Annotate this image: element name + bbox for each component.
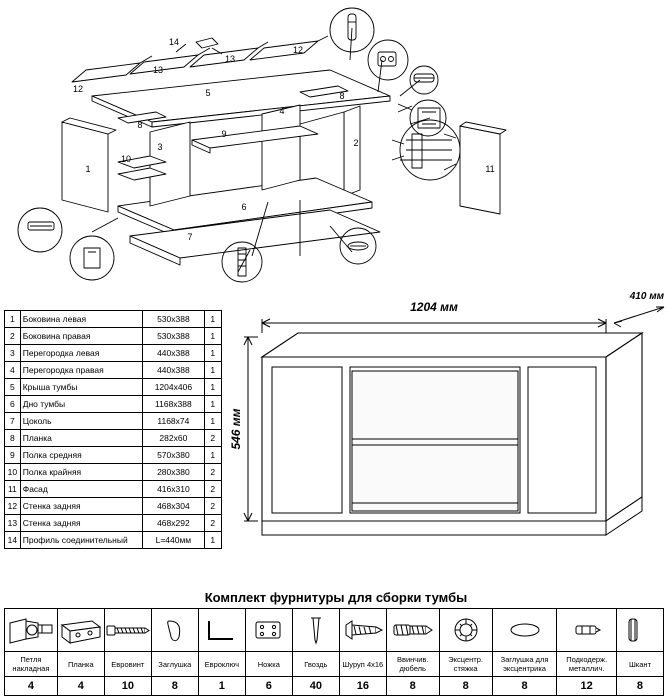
part-number: 12 — [5, 498, 21, 515]
part-name: Крыша тумбы — [20, 379, 143, 396]
part-dimensions: 440х388 — [143, 362, 204, 379]
hardware-item-name: Евровинт — [104, 652, 151, 677]
part-number: 4 — [5, 362, 21, 379]
part-name: Планка — [20, 430, 143, 447]
part-quantity: 1 — [204, 413, 222, 430]
part-quantity: 1 — [204, 396, 222, 413]
part-number: 7 — [5, 413, 21, 430]
callout-7: 7 — [187, 232, 193, 242]
hardware-item-name: Эксцентр. стяжка — [439, 652, 492, 677]
part-quantity: 1 — [204, 345, 222, 362]
dowel-screw-icon — [386, 609, 439, 652]
part-dimensions: 440х388 — [143, 345, 204, 362]
part-dimensions: 1168х388 — [143, 396, 204, 413]
hardware-item-count: 6 — [245, 677, 292, 696]
part-name: Боковина правая — [20, 328, 143, 345]
hardware-item-count: 8 — [439, 677, 492, 696]
callout-14: 14 — [168, 37, 180, 47]
table-row — [5, 328, 222, 345]
hardware-item-name: Заглушка для эксцентрика — [492, 652, 557, 677]
hardware-item-name: Ввинчив. дюбель — [386, 652, 439, 677]
part-dimensions: 530х388 — [143, 311, 204, 328]
part-name: Перегородка левая — [20, 345, 143, 362]
part-quantity: 1 — [204, 328, 222, 345]
hardware-item-name: Шкант — [616, 652, 663, 677]
part-quantity: 2 — [204, 515, 222, 532]
hinge-icon — [5, 609, 58, 652]
hardware-item-name: Заглушка — [151, 652, 198, 677]
part-name: Фасад — [20, 481, 143, 498]
callout-5: 5 — [205, 88, 211, 98]
callout-1: 1 — [85, 164, 91, 174]
callout-6: 6 — [241, 202, 247, 212]
part-number: 13 — [5, 515, 21, 532]
part-name: Полка крайняя — [20, 464, 143, 481]
callout-4: 4 — [279, 106, 285, 116]
part-dimensions: 282х60 — [143, 430, 204, 447]
table-row — [5, 396, 222, 413]
hardware-item-name: Евроключ — [198, 652, 245, 677]
part-name: Стенка задняя — [20, 515, 143, 532]
part-quantity: 1 — [204, 379, 222, 396]
part-number: 2 — [5, 328, 21, 345]
hardware-item-name: Планка — [57, 652, 104, 677]
hardware-item-count: 8 — [616, 677, 663, 696]
part-quantity: 1 — [204, 311, 222, 328]
part-dimensions: 1204х406 — [143, 379, 204, 396]
part-number: 11 — [5, 481, 21, 498]
callout-13b: 13 — [224, 54, 236, 64]
cabinet-dimension-drawing — [228, 285, 672, 557]
hardware-item-name: Подкодерж. металлич. — [557, 652, 617, 677]
hardware-item-count: 12 — [557, 677, 617, 696]
part-quantity: 1 — [204, 362, 222, 379]
height-label: 546 мм — [229, 408, 243, 450]
callout-3: 3 — [157, 142, 163, 152]
part-quantity: 2 — [204, 464, 222, 481]
table-row — [5, 311, 222, 328]
hardware-item-count: 40 — [292, 677, 339, 696]
part-name: Полка средняя — [20, 447, 143, 464]
table-row — [5, 430, 222, 447]
part-number: 3 — [5, 345, 21, 362]
cap-icon — [151, 609, 198, 652]
hardware-item-count: 8 — [492, 677, 557, 696]
part-dimensions: L=440мм — [143, 532, 204, 549]
table-row — [5, 464, 222, 481]
hardware-item-count: 16 — [339, 677, 386, 696]
eccentric-cap-icon — [492, 609, 557, 652]
part-dimensions: 468х292 — [143, 515, 204, 532]
part-number: 8 — [5, 430, 21, 447]
part-dimensions: 468х304 — [143, 498, 204, 515]
screw-icon — [339, 609, 386, 652]
part-number: 14 — [5, 532, 21, 549]
part-dimensions: 280х380 — [143, 464, 204, 481]
part-number: 6 — [5, 396, 21, 413]
table-row — [5, 532, 222, 549]
table-row — [5, 481, 222, 498]
part-name: Перегородка правая — [20, 362, 143, 379]
nail-icon — [292, 609, 339, 652]
callout-9: 9 — [221, 129, 227, 139]
hardware-item-count: 8 — [151, 677, 198, 696]
leg-icon — [245, 609, 292, 652]
part-name: Дно тумбы — [20, 396, 143, 413]
hardware-item-count: 4 — [5, 677, 58, 696]
hardware-item-name: Шуруп 4х16 — [339, 652, 386, 677]
hardware-item-name: Гвоздь — [292, 652, 339, 677]
plate-icon — [57, 609, 104, 652]
table-row — [5, 345, 222, 362]
hardware-item-count: 4 — [57, 677, 104, 696]
eurokey-icon — [198, 609, 245, 652]
depth-label: 410 мм — [629, 291, 664, 302]
hardware-item-count: 10 — [104, 677, 151, 696]
table-row — [5, 515, 222, 532]
part-number: 5 — [5, 379, 21, 396]
part-quantity: 2 — [204, 481, 222, 498]
part-name: Боковина левая — [20, 311, 143, 328]
part-number: 9 — [5, 447, 21, 464]
callout-12a: 12 — [72, 84, 84, 94]
callout-8a: 8 — [137, 120, 143, 130]
part-name: Цоколь — [20, 413, 143, 430]
hardware-kit-title: Комплект фурнитуры для сборки тумбы — [204, 590, 468, 605]
part-dimensions: 570х380 — [143, 447, 204, 464]
part-number: 10 — [5, 464, 21, 481]
euroscrew-icon — [104, 609, 151, 652]
part-name: Стенка задняя — [20, 498, 143, 515]
part-number: 1 — [5, 311, 21, 328]
table-row — [5, 498, 222, 515]
part-quantity: 1 — [204, 447, 222, 464]
parts-list-table — [4, 310, 222, 549]
part-quantity: 2 — [204, 498, 222, 515]
exploded-assembly-diagram — [0, 0, 672, 285]
callout-2: 2 — [353, 138, 359, 148]
hardware-kit-section — [4, 590, 668, 696]
callout-8b: 8 — [339, 91, 345, 101]
part-quantity: 2 — [204, 430, 222, 447]
hardware-item-count: 8 — [386, 677, 439, 696]
shelf-support-icon — [557, 609, 617, 652]
callout-11: 11 — [485, 164, 495, 174]
table-row — [5, 362, 222, 379]
part-quantity: 1 — [204, 532, 222, 549]
dowel-icon — [616, 609, 663, 652]
callout-12b: 12 — [292, 45, 304, 55]
part-name: Профиль соединительный — [20, 532, 143, 549]
table-row — [5, 447, 222, 464]
callout-13a: 13 — [152, 65, 164, 75]
table-row — [5, 413, 222, 430]
hardware-kit-table — [4, 608, 664, 696]
hardware-item-count: 1 — [198, 677, 245, 696]
callout-10: 10 — [120, 154, 132, 164]
hardware-item-name: Петля накладная — [5, 652, 58, 677]
part-dimensions: 416х310 — [143, 481, 204, 498]
hardware-item-name: Ножка — [245, 652, 292, 677]
part-dimensions: 1168х74 — [143, 413, 204, 430]
table-row — [5, 379, 222, 396]
eccentric-icon — [439, 609, 492, 652]
width-label: 1204 мм — [410, 300, 458, 314]
part-dimensions: 530х388 — [143, 328, 204, 345]
